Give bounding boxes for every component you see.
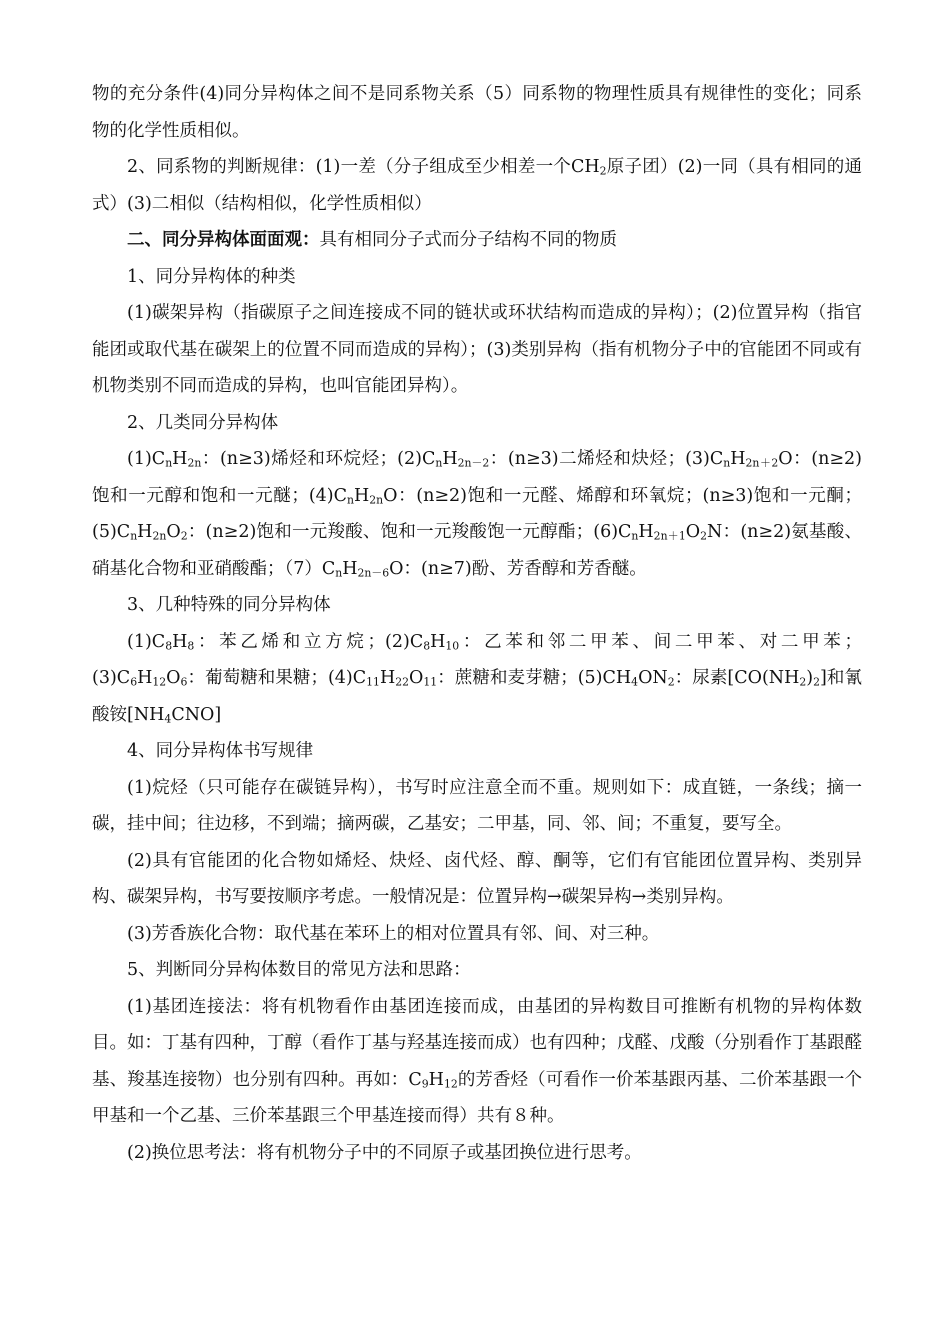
paragraph-p8 xyxy=(92,587,862,624)
subscript: 2 xyxy=(180,529,188,543)
subscript: n xyxy=(631,529,639,543)
text-run: 4、同分异构体书写规律 xyxy=(127,741,314,761)
text-run: H xyxy=(379,668,396,688)
paragraph-p6 xyxy=(92,405,862,442)
text-run: ON xyxy=(638,668,668,688)
paragraph-p10 xyxy=(92,733,862,770)
subscript: 9 xyxy=(421,1077,429,1091)
paragraph-p3 xyxy=(92,222,862,259)
text-run: 2、几类同分异构体 xyxy=(127,412,279,433)
text-run: (1)C xyxy=(127,631,166,652)
subscript: 12 xyxy=(152,675,167,689)
text-run: H xyxy=(428,1069,444,1090)
subscript: 2n xyxy=(187,456,202,470)
paragraph-p2 xyxy=(92,149,862,222)
subscript: 8 xyxy=(187,639,195,653)
text-run: (1)烷烃（只可能存在碳链异构），书写时应注意全而不重。规则如下：成直链，一条线；摘一碳，挂中间；往边移，不到端；摘两碳，乙基安；二甲基，同、邻、间；不重复，要写全。 xyxy=(92,777,862,834)
text-run: O：(n≥7)酚、芳香醇和芳香醚。 xyxy=(389,558,647,579)
text-run: O：(n≥2)饱和一元醇和饱和一元醚；(4)C xyxy=(92,449,862,506)
text-run: (2)换位思考法：将有机物分子中的不同原子或基团换位进行思考。 xyxy=(127,1142,642,1163)
subscript: 2n＋2 xyxy=(745,456,779,470)
subscript: 10 xyxy=(445,639,460,653)
text-run: 的芳香烃（可看作一价苯基跟丙基、二价苯基跟一个甲基和一个乙基、三价苯基跟三个甲基连接而得）共有８种。 xyxy=(92,1069,863,1126)
text-run: N：(n≥2)氨基酸、硝基化合物和亚硝酸酯；（7）C xyxy=(92,522,862,579)
text-run: O xyxy=(166,522,181,542)
subscript: n xyxy=(347,493,354,507)
subscript: 11 xyxy=(366,675,380,689)
subscript: 11 xyxy=(423,675,438,689)
text-run: H xyxy=(137,522,153,542)
text-run: ：(n≥3)烯烃和环烷烃；(2)C xyxy=(201,449,436,469)
text-run: H xyxy=(342,558,358,579)
subscript: 2 xyxy=(799,675,807,689)
text-run: H xyxy=(430,631,446,652)
text-run: ：苯乙烯和立方烷；(2)C xyxy=(194,631,424,652)
subscript: 2 xyxy=(700,529,708,543)
text-run: ：乙苯和邻二甲苯、间二甲苯、对二甲苯；(3)C xyxy=(92,631,862,688)
paragraph-p14 xyxy=(92,952,862,989)
text-run: H xyxy=(172,631,188,652)
paragraph-p7 xyxy=(92,441,862,587)
subscript: 2n xyxy=(152,529,167,543)
text-run: H xyxy=(638,522,654,542)
text-run: ：尿素[CO(NH xyxy=(674,668,800,688)
text-run: O xyxy=(166,668,181,688)
text-run: H xyxy=(137,668,153,688)
paragraph-p16 xyxy=(92,1135,862,1172)
document-body xyxy=(92,76,862,1171)
text-run: (3)芳香族化合物：取代基在苯环上的相对位置具有邻、间、对三种。 xyxy=(127,923,660,944)
paragraph-p4 xyxy=(92,259,862,296)
subscript: n xyxy=(165,456,173,470)
paragraph-p11 xyxy=(92,770,862,843)
text-run: (1)基团连接法：将有机物看作由基团连接而成，由基团的异构数目可推断有机物的异构体数目。如：丁基有四种，丁醇（看作丁基与羟基连接而成）也有四种；戊醛、戊酸（分别看作丁基跟醛基、羧基连接物）也分别有四种。再如：C xyxy=(92,996,862,1090)
text-run: H xyxy=(442,449,458,469)
subscript: 2n－2 xyxy=(457,456,490,470)
text-run: H xyxy=(354,485,370,506)
text-run: H xyxy=(172,449,188,469)
text-run: CNO] xyxy=(171,704,222,725)
text-run: (2)具有官能团的化合物如烯烃、炔烃、卤代烃、醇、酮等，它们有官能团位置异构、类别异构、碳架异构，书写要按顺序考虑。一般情况是：位置异构→碳架异构→类别异构。 xyxy=(92,850,862,907)
text-run: 3、几种特殊的同分异构体 xyxy=(127,595,331,615)
text-run: ：葡萄糖和果糖；(4)C xyxy=(187,668,367,688)
text-run: O xyxy=(685,522,701,542)
text-run: 原子团）(2)一同（具有相同的通式）(3)二相似（结构相似，化学性质相似） xyxy=(92,157,862,214)
subscript: 12 xyxy=(443,1077,458,1091)
subscript: 4 xyxy=(164,712,172,726)
text-run: 物的充分条件(4)同分异构体之间不是同系物关系（5）同系物的物理性质具有规律性的变化；同系物的化学性质相似。 xyxy=(92,84,862,141)
paragraph-p9 xyxy=(92,624,862,734)
text-run: ]和氰酸铵[NH xyxy=(92,668,862,725)
subscript: 8 xyxy=(423,639,431,653)
text-run: 2、同系物的判断规律：(1)一差（分子组成至少相差一个CH xyxy=(127,157,600,177)
text-run: H xyxy=(730,449,746,469)
paragraph-p5 xyxy=(92,295,862,405)
text-run: ：蔗糖和麦芽糖；(5)CH xyxy=(437,668,632,688)
subscript: 8 xyxy=(165,639,173,653)
text-run: 具有相同分子式而分子结构不同的物质 xyxy=(319,230,617,250)
text-run: 5、判断同分异构体数目的常见方法和思路： xyxy=(127,960,471,980)
text-run: ：(n≥3)二烯烃和炔烃；(3)C xyxy=(489,449,724,469)
text-run: O xyxy=(409,668,424,688)
subscript: 2 xyxy=(599,164,607,178)
subscript: n xyxy=(130,529,138,543)
text-run: 1、同分异构体的种类 xyxy=(127,266,296,287)
text-run: ) xyxy=(806,668,814,688)
subscript: 4 xyxy=(631,675,639,689)
subscript: 2n－6 xyxy=(357,566,390,580)
subscript: n xyxy=(335,566,343,580)
text-run: O：(n≥2)饱和一元醛、烯醇和环氧烷；(n≥3)饱和一元酮；(5)C xyxy=(92,485,862,542)
text-run: (1)碳架异构（指碳原子之间连接成不同的链状或环状结构而造成的异构）；(2)位置异构（指官能团或取代基在碳架上的位置不同而造成的异构）；(3)类别异构（指有机物分子中的官能团不同或有机物类别不同而造成的异构，也叫官能团异构）。 xyxy=(92,303,862,396)
bold-heading-text: 二、同分异构体面面观： xyxy=(127,230,320,250)
subscript: 22 xyxy=(395,675,410,689)
subscript: n xyxy=(435,456,443,470)
text-run: (1)C xyxy=(127,449,166,469)
subscript: n xyxy=(723,456,731,470)
subscript: 2 xyxy=(667,675,675,689)
subscript: 6 xyxy=(180,675,188,689)
subscript: 2n＋1 xyxy=(653,529,686,543)
subscript: 2n xyxy=(369,493,384,507)
subscript: 6 xyxy=(130,675,138,689)
subscript: 2 xyxy=(813,675,821,689)
paragraph-p1 xyxy=(92,76,862,149)
paragraph-p15 xyxy=(92,989,862,1135)
paragraph-p12 xyxy=(92,843,862,916)
text-run: ：(n≥2)饱和一元羧酸、饱和一元羧酸饱一元醇酯；(6)C xyxy=(187,522,632,542)
paragraph-p13 xyxy=(92,916,862,953)
